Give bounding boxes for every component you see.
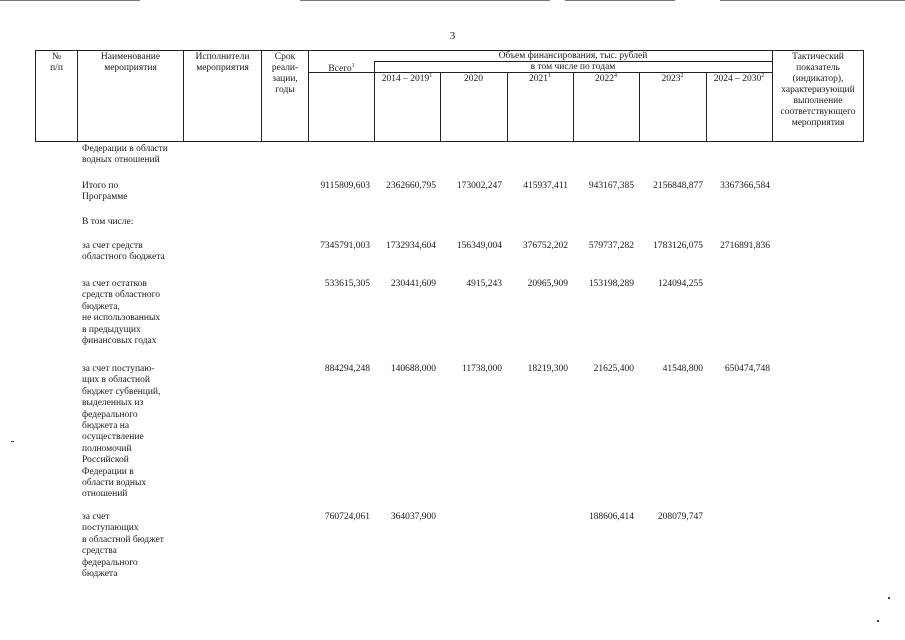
value-2024-2030: 2716891,836 [720, 241, 770, 251]
header-year: 2022$^4$ [595, 72, 617, 84]
value-2014-2019: 364037,900 [390, 512, 436, 522]
scan-speck [11, 441, 14, 442]
header-col-executors: Исполнители мероприятия [195, 52, 250, 73]
value-2022: 21625,400 [593, 364, 634, 374]
value-2020: 173002,247 [456, 181, 502, 191]
header-year: 2023$^2$ [661, 72, 684, 84]
top-edge-line [720, 0, 905, 1]
value-2022: 943167,385 [588, 181, 634, 191]
value-total: 533615,305 [324, 279, 370, 289]
header-col-indicator: Тактический показатель (индикатор), характеризующий выполнение соответствующего мероприятия [780, 52, 856, 128]
value-2020: 4915,243 [466, 279, 502, 289]
value-2023: 124094,255 [657, 279, 703, 289]
header-financing: Объем финансирования, тыс. рублей [498, 51, 648, 61]
value-2022: 188606,414 [588, 512, 634, 522]
header-col-term: Срок реали- зации, годы [271, 52, 299, 95]
value-2020: 156349,004 [456, 241, 502, 251]
header-year: 2020 [464, 74, 483, 84]
value-total: 760724,061 [324, 512, 370, 522]
top-edge-line [565, 0, 675, 1]
top-edge-line [0, 0, 140, 1]
header-col-total-footnote: 1 [351, 62, 355, 69]
value-total: 884294,248 [324, 364, 370, 374]
row-label: за счет поступаю- щих в областной бюджет субвенций, выделенных из федерального бюджета на осуществление полномочий Российской Федерации в области водных отношений [82, 364, 161, 500]
row-label: Федерации в области водных отношений [82, 144, 168, 166]
header-year: 2014 – 2019$^1$ [381, 72, 433, 84]
page-number: 3 [449, 30, 456, 42]
value-2023: 2156848,877 [653, 181, 703, 191]
value-2024-2030: 650474,748 [724, 364, 770, 374]
scan-speck [877, 620, 879, 622]
header-year: 2021$^1$ [529, 72, 551, 84]
value-2020: 11738,000 [461, 364, 502, 374]
header-col-total [309, 64, 374, 75]
row-label: за счет поступающих в областной бюджет средства федерального бюджета [82, 512, 164, 580]
header-col-total-label: Всего [328, 64, 352, 74]
value-2014-2019: 2362660,795 [386, 181, 436, 191]
value-total: 7345791,003 [320, 241, 370, 251]
value-2022: 579737,282 [588, 241, 634, 251]
header-year: 2024 – 2030$^2$ [713, 72, 765, 84]
value-2014-2019: 1732934,604 [386, 241, 436, 251]
header-by-years: в том числе по годам [530, 62, 616, 72]
header-col-name: Наименование мероприятия [100, 52, 161, 73]
value-2023: 41548,800 [662, 364, 703, 374]
row-label: за счет средств областного бюджета [82, 241, 165, 263]
row-label: за счет остатков средств областного бюджета, не использованных в предыдущих финансовых годах [82, 279, 161, 347]
value-2022: 153198,289 [588, 279, 634, 289]
value-2021: 18219,300 [527, 364, 568, 374]
value-2021: 20965,909 [527, 279, 568, 289]
value-2014-2019: 140688,000 [390, 364, 436, 374]
value-total: 9115809,603 [320, 181, 370, 191]
value-2023: 208079,747 [657, 512, 703, 522]
row-label: Итого по Программе [82, 181, 128, 203]
value-2021: 376752,202 [522, 241, 568, 251]
value-2023: 1783126,075 [653, 241, 703, 251]
row-label: В том числе: [82, 217, 134, 227]
header-col-number: № п/п [50, 52, 63, 73]
top-edge-line [300, 0, 550, 1]
value-2024-2030: 3367366,584 [720, 181, 770, 191]
scan-speck [888, 597, 890, 599]
value-2014-2019: 230441,609 [390, 279, 436, 289]
value-2021: 415937,411 [523, 181, 568, 191]
